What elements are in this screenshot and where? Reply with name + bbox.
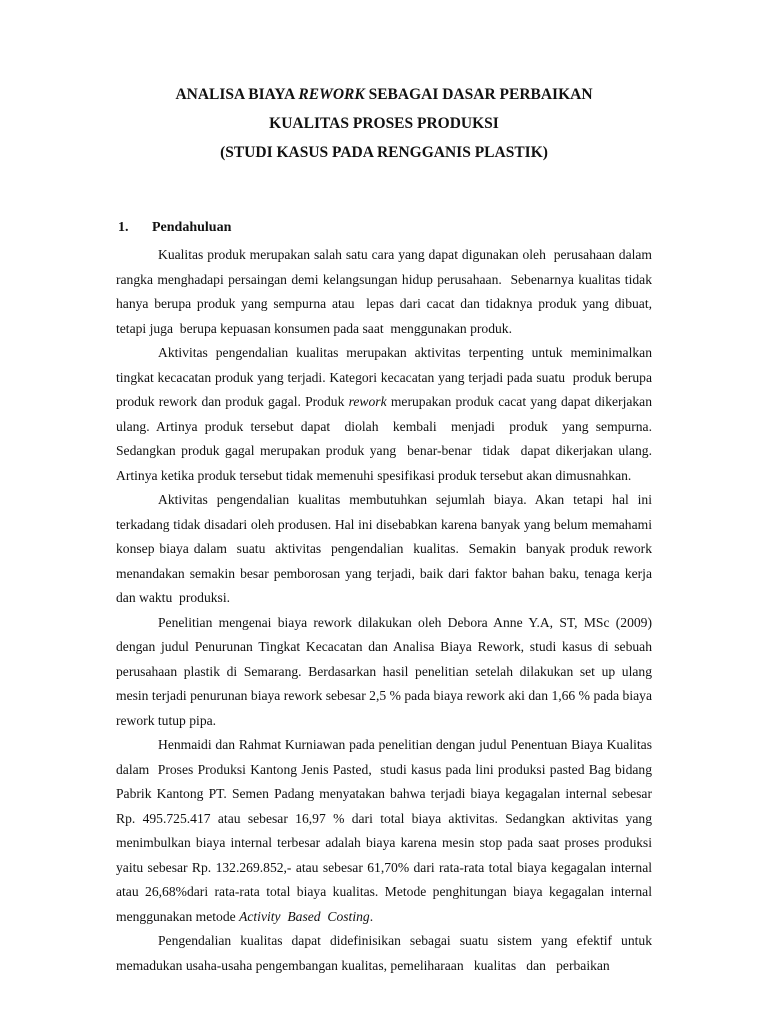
emphasis-activity-based-costing: Activity Based Costing: [239, 908, 370, 924]
title-line-1: ANALISA BIAYA REWORK SEBAGAI DASAR PERBAIKAN: [175, 86, 593, 103]
title-line-2: KUALITAS PROSES PRODUKSI: [269, 115, 499, 132]
paragraph-6: Pengendalian kualitas dapat didefinisikan sebagai suatu sistem yang efektif untuk memadukan usaha-usaha pengembangan kualitas, pemeliharaan kualitas dan perbaikan: [116, 933, 656, 973]
paragraph-1: Kualitas produk merupakan salah satu cara yang dapat digunakan oleh perusahaan dalam rangka menghadapi persaingan demi kelangsungan hidup perusahaan. Sebenarnya kualitas tidak hanya berupa produk yang sempurna atau lepas dari cacat dan tidaknya produk yang dibuat, tetapi juga berupa kepuasan konsumen pada saat menggunakan produk.: [116, 247, 659, 336]
title-line-3: (STUDI KASUS PADA RENGGANIS PLASTIK): [220, 144, 548, 161]
paragraph-5: Henmaidi dan Rahmat Kurniawan pada penelitian dengan judul Penentuan Biaya Kualitas dalam Proses Produksi Kantong Jenis Pasted, studi kasus pada lini produksi pasted Bag bidang Pabrik Kantong PT. Semen Padang menyatakan bahwa terjadi biaya kegagalan internal sebesar Rp. 495.725.417 atau sebesar 16,97 % dari total biaya aktivitas. Sedangkan aktivitas yang menimbulkan biaya internal terbesar adalah biaya karena mesin stop pada saat proses produksi yaitu sebesar Rp. 132.269.852,- atau sebesar 61,70% dari rata-rata total biaya kegagalan internal atau 26,68%dari rata-rata total biaya kualitas. Metode penghitungan biaya kegagalan internal menggunakan metode Activity Based Costing.: [116, 737, 656, 924]
document-title: [0, 80, 768, 167]
body-text: [116, 243, 659, 978]
section-heading: [118, 220, 231, 236]
paragraph-3: Aktivitas pengendalian kualitas membutuhkan sejumlah biaya. Akan tetapi hal ini terkadang tidak disadari oleh produsen. Hal ini disebabkan karena banyak yang belum memahami konsep biaya dalam suatu aktivitas pengendalian kualitas. Semakin banyak produk rework menandakan semakin besar pemborosan yang terjadi, baik dari faktor bahan baku, tenaga kerja dan waktu produksi.: [116, 492, 656, 605]
section-number: 1.: [118, 220, 129, 235]
emphasis-rework: rework: [348, 394, 387, 409]
section-title: Pendahuluan: [152, 220, 232, 235]
paragraph-2: Aktivitas pengendalian kualitas merupakan aktivitas terpenting untuk meminimalkan tingkat kecacatan produk yang terjadi. Kategori kecacatan yang terjadi pada suatu produk berupa produk rework dan produk gagal. Produk rework merupakan produk cacat yang dapat dikerjakan ulang. Artinya produk tersebut dapat diolah kembali menjadi produk yang sempurna. Sedangkan produk gagal merupakan produk yang benar-benar tidak dapat dikerjakan ulang. Artinya ketika produk tersebut tidak memenuhi spesifikasi produk tersebut akan dimusnahkan.: [116, 345, 656, 483]
title-emphasis: REWORK: [298, 86, 365, 103]
paragraph-4: Penelitian mengenai biaya rework dilakukan oleh Debora Anne Y.A, ST, MSc (2009) dengan judul Penurunan Tingkat Kecacatan dan Analisa Biaya Rework, studi kasus di sebuah perusahaan plastik di Semarang. Berdasarkan hasil penelitian setelah dilakukan set up ulang mesin terjadi penurunan biaya rework sebesar 2,5 % pada biaya rework aki dan 1,66 % pada biaya rework tutup pipa.: [116, 614, 659, 728]
